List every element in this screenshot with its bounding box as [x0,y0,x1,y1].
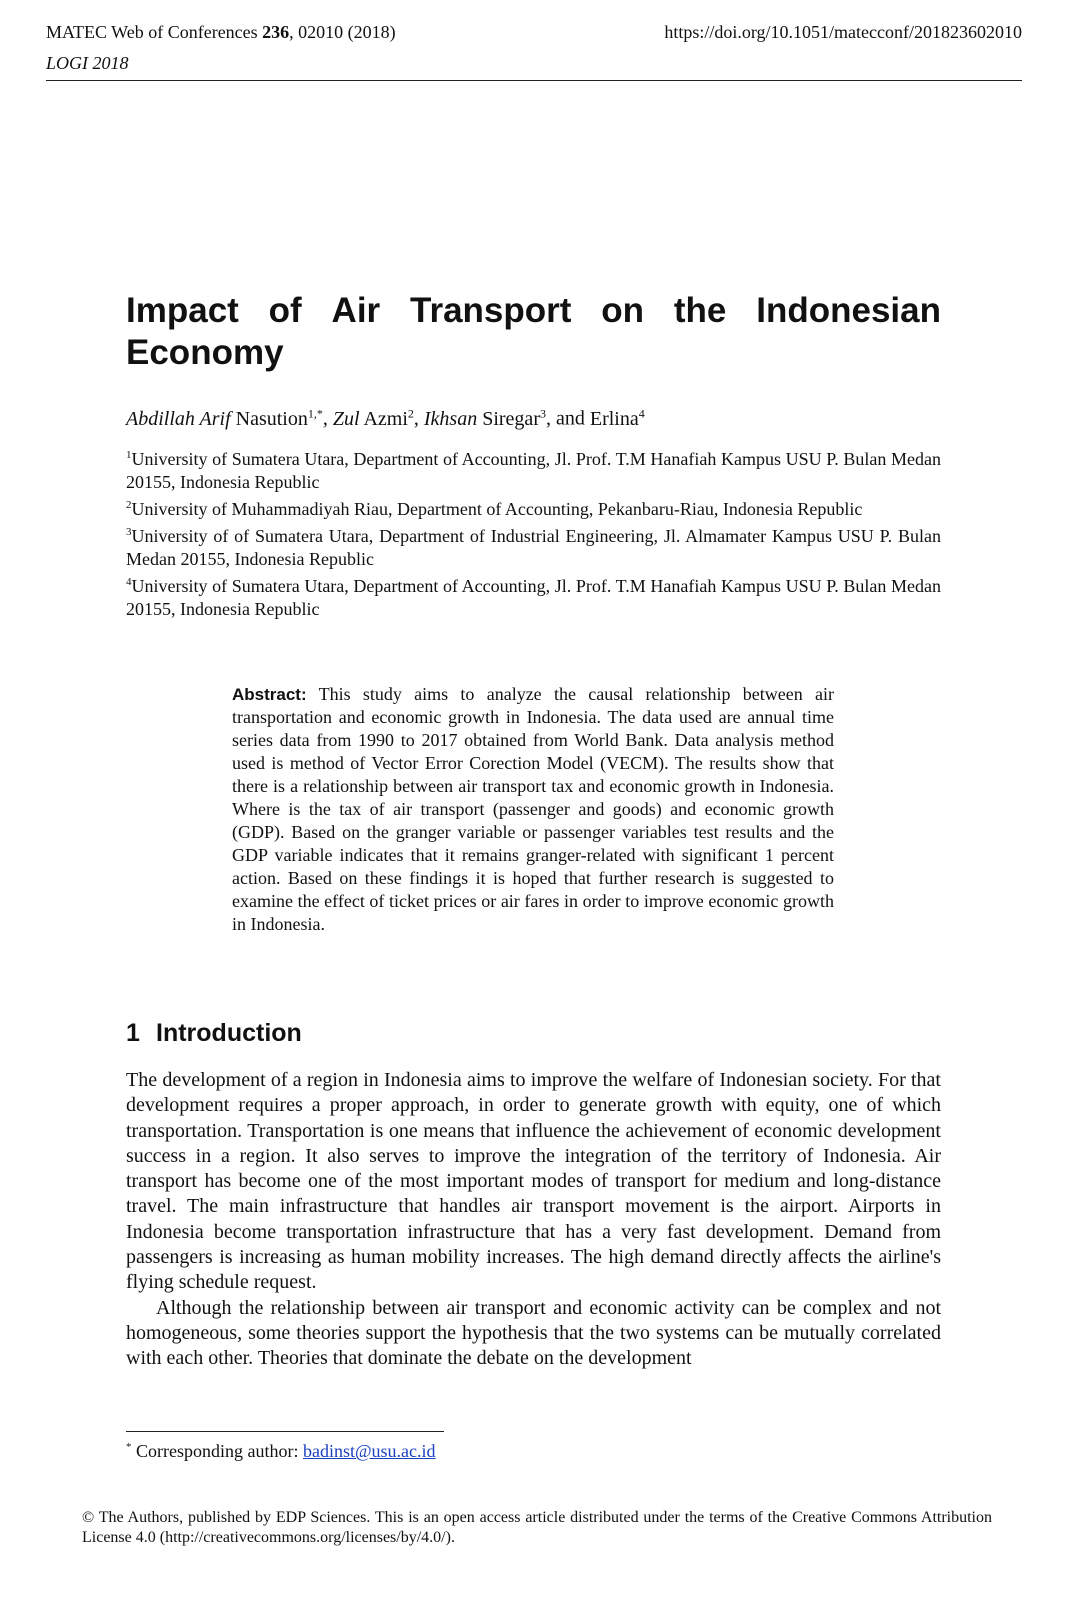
abstract-label: Abstract: [232,685,307,704]
journal-citation: MATEC Web of Conferences 236, 02010 (2018) [46,22,396,42]
affiliation-2: $^2$University of Muhammadiyah Riau, Department of Accounting, Pekanbaru-Riau, Indonesia Republic [126,499,863,519]
abstract-text: This study aims to analyze the causal relationship between air transportation and economic growth in Indonesia. The data used are annual time series data from 1990 to 2017 obtained from World Bank. Data analysis method used is method of Vector Error Corection Model (VECM). The results show that there is a relationship between air transport tax and economic growth in Indonesia. Where is the tax of air transport (passenger and goods) and economic growth (GDP). Based on the granger variable or passenger variables test results and the GDP variable indicates that it remains granger-related with significant 1 percent action. Based on these findings it is hoped that further research is suggested to examine the effect of ticket prices or air fares in order to improve economic growth in Indonesia. [232,684,834,934]
title-line-2: Economy [126,333,284,372]
affiliation-3: $^3$University of of Sumatera Utara, Department of Industrial Engineering, Jl. Almamater Kampus USU P. Bulan Medan 20155, Indonesia Republic [126,526,941,569]
section-number: 1 [126,1019,140,1047]
title-line-1: Impact of Air Transport on the Indonesian [126,291,941,330]
affiliation-4: $^4$University of Sumatera Utara, Department of Accounting, Jl. Prof. T.M Hanafiah Kampus USU P. Bulan Medan 20155, Indonesia Republic [126,576,941,619]
section-title: Introduction [156,1019,302,1047]
doi-link[interactable]: https://doi.org/10.1051/matecconf/201823602010 [664,22,1022,42]
affiliation-1: $^1$University of Sumatera Utara, Department of Accounting, Jl. Prof. T.M Hanafiah Kampus USU P. Bulan Medan 20155, Indonesia Republic [126,449,941,492]
author-1: Abdillah Arif Nasution$^{1,*}$ [126,406,323,430]
affiliations [126,444,941,621]
section-body [126,1068,941,1372]
footnote: * Corresponding author: badinst@usu.ac.id [126,1441,436,1461]
abstract [232,683,834,936]
paragraph-2: Although the relationship between air transport and economic activity can be complex and not homogeneous, some theories support the hypothesis that the two systems can be mutually correlated with each other. Theories that dominate the debate on the development [126,1296,941,1370]
paper-title [126,290,941,374]
running-header [46,22,1022,81]
author-4: Erlina$^4$ [589,406,645,430]
author-2: Zul Azmi$^2$ [332,406,414,430]
author-3: Ikhsan Siregar$^3$ [423,406,546,430]
paragraph-1: The development of a region in Indonesia aims to improve the welfare of Indonesian society. For that development requires a proper approach, in order to generate growth with equity, one of which transportation. Transportation is one means that influence the achievement of economic development success in a region. It also serves to improve the integration of the territory of Indonesia. Air transport has become one of the most important modes of transport for medium and long-distance travel. The main infrastructure that handles air transport movement is the airport. Airports in Indonesia become transportation infrastructure that has a very fast development. Demand from passengers is increasing as human mobility increases. The high demand directly affects the airline's flying schedule request. [126,1069,941,1294]
section-heading [126,1019,941,1048]
license-notice: © The Authors, published by EDP Sciences. This is an open access article distributed under the terms of the Creative Commons Attribution License 4.0 (http://creativecommons.org/licenses/by/4.0/). [82,1509,992,1546]
footnote-rule [126,1431,444,1432]
volume-number: 236 [262,22,290,42]
conference-name: LOGI 2018 [46,53,129,73]
author-list: Abdillah Arif Nasution$^{1,*}$, Zul Azmi$^2$, Ikhsan Siregar$^3$, and Erlina$^4$ [126,406,645,430]
corresponding-email-link[interactable]: badinst@usu.ac.id [302,1441,436,1461]
